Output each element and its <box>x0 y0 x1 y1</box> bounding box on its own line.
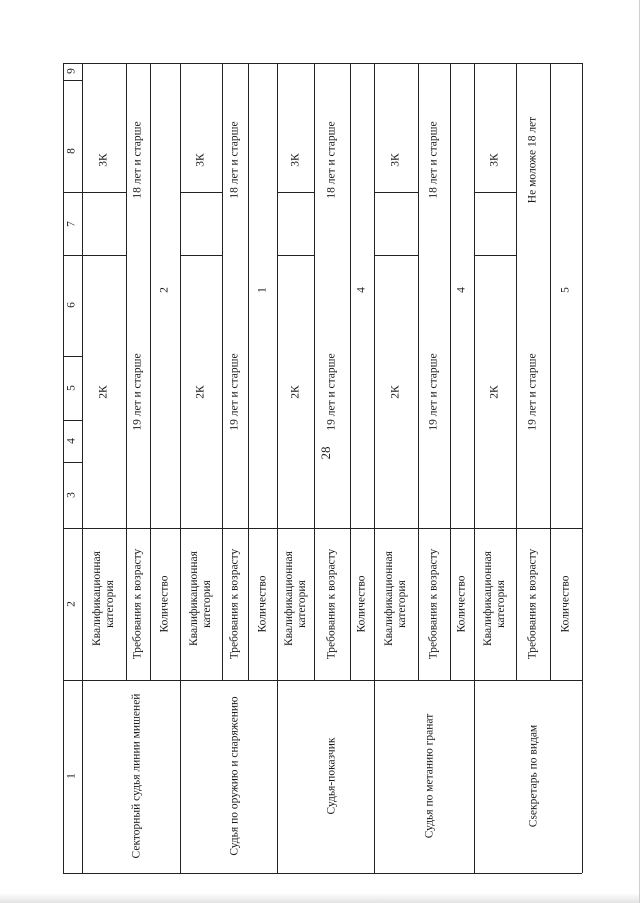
subrow-divider <box>516 63 517 680</box>
header-column-divider <box>63 680 82 681</box>
row-indicator-judge-name-text: Судья-показчик <box>325 737 337 815</box>
header-column-divider <box>63 356 82 357</box>
row-grenade-judge-age-a-text: 19 лет и старше <box>427 353 440 431</box>
row-divider <box>474 63 475 873</box>
row-weapon-judge-count-label-text: Количество <box>256 575 268 633</box>
row-target-judge-age-a-text: 19 лет и старше <box>131 353 144 431</box>
row-grenade-judge-category-a-text: 2К <box>389 385 402 399</box>
row-grenade-judge-age-b-text: 18 лет и старше <box>427 121 440 199</box>
header-column-divider <box>63 528 82 529</box>
row-indicator-judge-category-b-text: 3К <box>289 153 301 167</box>
row-indicator-judge-count-text: 4 <box>355 287 368 293</box>
value-block-divider <box>374 255 418 256</box>
header-column-divider <box>63 192 82 193</box>
column-number-2-text: 2 <box>65 601 78 607</box>
row-weapon-judge-age-a-text: 19 лет и старше <box>228 353 241 431</box>
column-number-6-text: 6 <box>65 302 78 308</box>
header-column-divider <box>63 420 82 421</box>
subrow-divider <box>222 63 223 680</box>
row-secretary-count-text: 5 <box>559 287 572 293</box>
header-column-divider <box>63 255 82 256</box>
row-grenade-judge-name-text: Судья по метанию гранат <box>423 713 436 839</box>
header-column-divider <box>63 462 82 463</box>
row-weapon-judge-age-b-text: 18 лет и старше <box>228 121 241 199</box>
row-weapon-judge-age-label-text: Требования к возрасту <box>228 548 241 660</box>
row-indicator-judge-age-a-text: 19 лет и старше <box>325 353 338 431</box>
subrow-divider <box>550 63 551 680</box>
value-block-divider <box>180 255 222 256</box>
row-secretary-category-a-text: 2К <box>488 385 501 399</box>
value-block-divider <box>82 255 126 256</box>
table-border-left <box>63 63 64 873</box>
subrow-divider <box>150 63 151 680</box>
row-secretary-age-b-text: Не моложе 18 лет <box>526 116 539 204</box>
subrow-divider <box>314 63 315 680</box>
column-number-3-text: 3 <box>65 492 78 498</box>
row-indicator-judge-age-label-text: Требования к возрасту <box>325 548 338 660</box>
column-number-5-text: 5 <box>65 385 78 391</box>
row-secretary-age-a-text: 19 лет и старше <box>526 353 539 431</box>
row-target-judge-age-b-text: 18 лет и старше <box>131 121 144 199</box>
column-number-4-text: 4 <box>65 438 78 444</box>
subrow-divider <box>350 63 351 680</box>
row-indicator-judge-category-a-text: 2К <box>289 385 301 399</box>
row-secretary-count-label-text: Количество <box>559 575 572 633</box>
column-number-9-text: 9 <box>65 68 78 74</box>
row-secretary-name-text: Сsекретарь по видам <box>527 724 540 828</box>
row-target-judge-name-text: Секторный судья линии мишеней <box>130 693 143 859</box>
row-secretary-category-b-text: 3К <box>488 153 501 167</box>
row-weapon-judge-category-a-text: 2К <box>194 385 207 399</box>
row-weapon-judge-category-b-text: 3К <box>194 153 207 167</box>
row-weapon-judge-count-text: 1 <box>256 287 268 293</box>
row-target-judge-count-text: 2 <box>158 287 171 293</box>
row-grenade-judge-age-label-text: Требования к возрасту <box>427 548 440 660</box>
row-grenade-judge-category-b-text: 3К <box>389 153 402 167</box>
value-block-divider <box>474 192 516 193</box>
row-target-judge-count-label-text: Количество <box>158 575 171 633</box>
column-number-7-text: 7 <box>65 221 78 227</box>
row-target-judge-age-label-text: Требования к возрасту <box>131 548 144 660</box>
document-page: 28 1 2 3 4 5 6 7 8 9 Секторный судья линии мишеней Квалификационная категория Требования к возрасту Количество 2К 19 лет и старше 3К 18 лет и старше 2 Судья по оружию и снаряжению Квалификационная категория Требования к возрасту Количество 2К 19 лет и старше 3К 18 лет и старше 1 Судья-показчик Квалификационная категория Требования к возрасту Количество 2К 19 лет и старше 3К 18 лет и старше 4 Судья по метанию гранат Квалификационная категория Требования к возрасту Количество 2К 19 лет и старше 3К 18 лет и старше 4 Сsекретарь по видам Квалификационная категория Требования к возрасту Количество 2К 19 лет и старше 3К Не моложе 18 лет 5 <box>0 0 640 903</box>
row-secretary-age-label-text: Требования к возрасту <box>526 548 539 660</box>
value-block-divider <box>374 192 418 193</box>
value-block-divider <box>277 192 314 193</box>
row-indicator-judge-category-label-text: Квалификационная категория <box>282 551 308 646</box>
row-target-judge-category-label-text: Квалификационная категория <box>91 551 116 646</box>
header-strip-line <box>82 63 83 873</box>
row-secretary-category-label-text: Квалификационная категория <box>482 551 507 646</box>
subrow-divider <box>450 63 451 680</box>
row-target-judge-category-b-text: 3К <box>97 153 110 167</box>
header-column-divider <box>63 80 82 81</box>
column-1-divider <box>82 680 582 681</box>
row-indicator-judge-age-b-text: 18 лет и старше <box>325 121 338 199</box>
row-target-judge-category-a-text: 2К <box>97 385 110 399</box>
scan-edge-shadow <box>0 893 640 903</box>
value-block-divider <box>180 192 222 193</box>
column-2-divider <box>82 528 582 529</box>
value-block-divider <box>82 192 126 193</box>
row-divider <box>180 63 181 873</box>
table-border-right <box>582 63 583 873</box>
table-border-bottom <box>63 873 582 874</box>
row-weapon-judge-category-label-text: Квалификационная категория <box>188 551 213 646</box>
row-divider <box>277 63 278 873</box>
row-weapon-judge-name-text: Судья по оружию и снаряжению <box>228 696 240 856</box>
row-indicator-judge-count-label-text: Количество <box>355 575 368 633</box>
table-border-top <box>63 63 582 64</box>
row-grenade-judge-count-text: 4 <box>455 287 468 293</box>
column-number-1-text: 1 <box>65 773 78 779</box>
row-grenade-judge-category-label-text: Квалификационная категория <box>383 551 408 646</box>
value-block-divider <box>474 255 516 256</box>
subrow-divider <box>248 63 249 680</box>
column-number-8-text: 8 <box>65 148 78 154</box>
value-block-divider <box>277 255 314 256</box>
row-grenade-judge-count-label-text: Количество <box>455 575 468 633</box>
row-divider <box>374 63 375 873</box>
subrow-divider <box>418 63 419 680</box>
subrow-divider <box>126 63 127 680</box>
